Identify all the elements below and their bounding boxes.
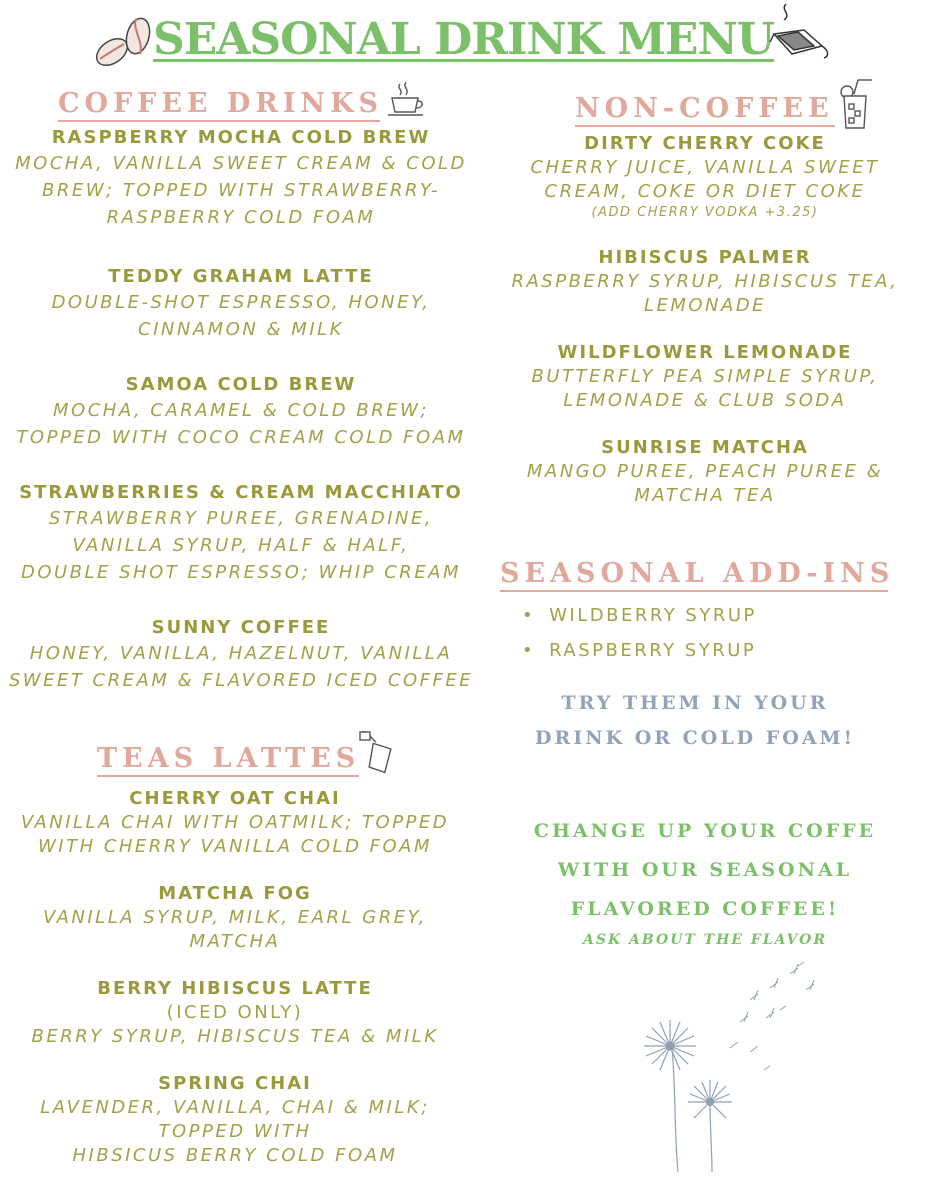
item-desc: MATCHA <box>189 931 281 952</box>
coffee-section-heading: COFFEE DRINKS <box>58 88 380 122</box>
noncoffee-list <box>500 132 910 508</box>
item-desc: DOUBLE SHOT ESPRESSO; WHIP CREAM <box>20 562 462 583</box>
item-desc: CREAM, COKE OR DIET COKE <box>544 181 866 202</box>
dandelion-icon <box>630 960 840 1180</box>
item-desc: VANILLA SYRUP, HALF & HALF, <box>72 535 410 556</box>
teas-section-heading: TEAS LATTES <box>97 743 359 777</box>
menu-item <box>0 265 482 343</box>
item-desc: WITH CHERRY VANILLA COLD FOAM <box>37 836 433 857</box>
item-desc: HIBSICUS BERRY COLD FOAM <box>72 1145 398 1166</box>
item-desc: LAVENDER, VANILLA, CHAI & MILK; <box>40 1097 430 1118</box>
noncoffee-section-heading: NON-COFFEE <box>575 93 835 127</box>
item-sub: (ICED ONLY) <box>166 1002 304 1023</box>
item-name: BERRY HIBISCUS LATTE <box>97 978 373 999</box>
item-desc: MATCHA TEA <box>634 485 776 506</box>
menu-item <box>0 126 482 231</box>
item-desc: MOCHA, CARAMEL & COLD BREW; <box>53 400 429 421</box>
teas-list <box>0 787 470 1168</box>
list-item: • RASPBERRY SYRUP <box>522 633 757 668</box>
item-name: SPRING CHAI <box>158 1073 312 1094</box>
menu-item <box>500 246 910 318</box>
item-desc: MANGO PUREE, PEACH PUREE & <box>526 461 884 482</box>
item-name: STRAWBERRIES & CREAM MACCHIATO <box>19 482 463 503</box>
item-name: SUNNY COFFEE <box>151 617 331 638</box>
item-name: TEDDY GRAHAM LATTE <box>108 266 374 287</box>
menu-item <box>500 436 910 508</box>
item-name: HIBISCUS PALMER <box>598 247 812 268</box>
promo-subtext: ASK ABOUT THE FLAVOR <box>583 932 827 948</box>
item-desc: LEMONADE & CLUB SODA <box>563 390 847 411</box>
item-desc: RASPBERRY SYRUP, HIBISCUS TEA, <box>511 271 899 292</box>
iced-coffee-cup-icon <box>768 2 836 64</box>
item-desc: TOPPED WITH COCO CREAM COLD FOAM <box>16 427 466 448</box>
coffee-list <box>0 126 482 694</box>
item-name: SAMOA COLD BREW <box>125 374 357 395</box>
coffee-cup-icon <box>386 80 426 120</box>
item-desc: RASPBERRY COLD FOAM <box>106 207 376 228</box>
item-name: SUNRISE MATCHA <box>601 437 809 458</box>
item-name: RASPBERRY MOCHA COLD BREW <box>51 127 431 148</box>
menu-item <box>0 977 470 1049</box>
iced-drink-icon <box>838 78 876 132</box>
addins-list <box>522 598 757 668</box>
menu-item <box>500 132 910 222</box>
item-desc: STRAWBERRY PUREE, GRENADINE, <box>48 508 434 529</box>
promo-text: CHANGE UP YOUR COFFE WITH OUR SEASONAL FLAVORED COFFEE! <box>533 820 877 920</box>
item-desc: BERRY SYRUP, HIBISCUS TEA & MILK <box>31 1026 439 1047</box>
item-desc: DOUBLE-SHOT ESPRESSO, HONEY, <box>51 292 431 313</box>
item-name: MATCHA FOG <box>158 883 312 904</box>
item-name: CHERRY OAT CHAI <box>129 788 341 809</box>
menu-item <box>500 341 910 413</box>
item-desc: BUTTERFLY PEA SIMPLE SYRUP, <box>531 366 879 387</box>
menu-item <box>0 787 470 859</box>
menu-item <box>0 882 470 954</box>
item-note: (ADD CHERRY VODKA +3.25) <box>591 205 819 220</box>
addins-callout: TRY THEM IN YOUR DRINK OR COLD FOAM! <box>535 692 855 749</box>
item-desc: LEMONADE <box>643 295 767 316</box>
tea-bag-icon <box>358 728 398 776</box>
item-desc: HONEY, VANILLA, HAZELNUT, VANILLA <box>29 643 453 664</box>
item-desc: VANILLA SYRUP, MILK, EARL GREY, <box>43 907 427 928</box>
item-desc: CHERRY JUICE, VANILLA SWEET <box>530 157 880 178</box>
item-desc: MOCHA, VANILLA SWEET CREAM & COLD <box>15 153 467 174</box>
item-desc: VANILLA CHAI WITH OATMILK; TOPPED <box>20 812 450 833</box>
menu-item <box>0 1072 470 1168</box>
item-name: WILDFLOWER LEMONADE <box>557 342 853 363</box>
item-name: DIRTY CHERRY COKE <box>584 133 826 154</box>
list-item: • WILDBERRY SYRUP <box>522 598 757 633</box>
menu-item <box>0 481 482 586</box>
item-desc: BREW; TOPPED WITH STRAWBERRY- <box>42 180 440 201</box>
menu-item <box>0 373 482 451</box>
page-title: SEASONAL DRINK MENU <box>152 14 775 65</box>
addins-section-heading: SEASONAL ADD-INS <box>500 558 888 592</box>
item-desc: TOPPED WITH <box>158 1121 312 1142</box>
item-desc: CINNAMON & MILK <box>138 319 344 340</box>
item-desc: SWEET CREAM & FLAVORED ICED COFFEE <box>8 670 474 691</box>
menu-item <box>0 616 482 694</box>
coffee-beans-icon <box>92 14 162 72</box>
